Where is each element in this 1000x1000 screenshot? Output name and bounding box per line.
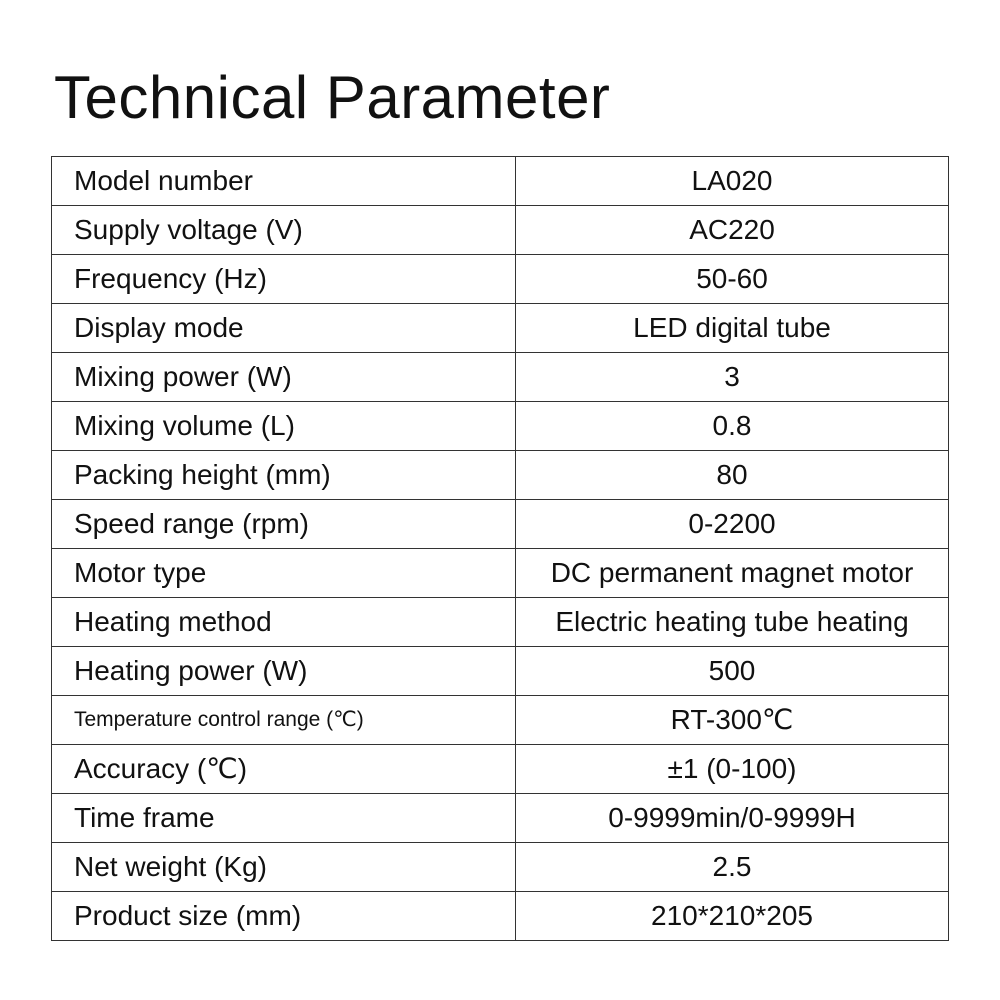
table-row-speed-range xyxy=(52,500,949,549)
table-row-motor-type xyxy=(52,549,949,598)
param-value: 3 xyxy=(516,353,949,402)
param-value: AC220 xyxy=(516,206,949,255)
table-row-product-size xyxy=(52,892,949,941)
param-label: Display mode xyxy=(52,304,516,353)
page-title: Technical Parameter xyxy=(54,64,611,131)
param-value: 0.8 xyxy=(516,402,949,451)
param-label: Packing height (mm) xyxy=(52,451,516,500)
table-row-heating-method xyxy=(52,598,949,647)
param-label: Frequency (Hz) xyxy=(52,255,516,304)
param-label: Product size (mm) xyxy=(52,892,516,941)
param-label: Supply voltage (V) xyxy=(52,206,516,255)
technical-parameter-table xyxy=(51,156,949,941)
param-label: Speed range (rpm) xyxy=(52,500,516,549)
param-label: Accuracy (℃) xyxy=(52,745,516,794)
param-value: DC permanent magnet motor xyxy=(516,549,949,598)
param-value: ±1 (0-100) xyxy=(516,745,949,794)
param-value: 210*210*205 xyxy=(516,892,949,941)
param-label: Net weight (Kg) xyxy=(52,843,516,892)
table-row-temperature-control-range xyxy=(52,696,949,745)
table-row-net-weight xyxy=(52,843,949,892)
param-value: 500 xyxy=(516,647,949,696)
table-row-mixing-volume xyxy=(52,402,949,451)
param-label: Mixing volume (L) xyxy=(52,402,516,451)
param-label: Time frame xyxy=(52,794,516,843)
param-value: LED digital tube xyxy=(516,304,949,353)
param-label: Temperature control range (℃) xyxy=(52,696,516,745)
table-row-packing-height xyxy=(52,451,949,500)
table-row-supply-voltage xyxy=(52,206,949,255)
param-label: Heating method xyxy=(52,598,516,647)
param-value: RT-300℃ xyxy=(516,696,949,745)
param-value: 0-9999min/0-9999H xyxy=(516,794,949,843)
param-label: Motor type xyxy=(52,549,516,598)
param-label: Mixing power (W) xyxy=(52,353,516,402)
param-value: 2.5 xyxy=(516,843,949,892)
table-row-time-frame xyxy=(52,794,949,843)
table-row-heating-power xyxy=(52,647,949,696)
param-value: LA020 xyxy=(516,157,949,206)
table-row-accuracy xyxy=(52,745,949,794)
table-row-model-number xyxy=(52,157,949,206)
table-row-mixing-power xyxy=(52,353,949,402)
param-value: 0-2200 xyxy=(516,500,949,549)
table-row-frequency xyxy=(52,255,949,304)
param-label: Heating power (W) xyxy=(52,647,516,696)
param-value: 80 xyxy=(516,451,949,500)
table-row-display-mode xyxy=(52,304,949,353)
param-value: 50-60 xyxy=(516,255,949,304)
param-label: Model number xyxy=(52,157,516,206)
param-value: Electric heating tube heating xyxy=(516,598,949,647)
